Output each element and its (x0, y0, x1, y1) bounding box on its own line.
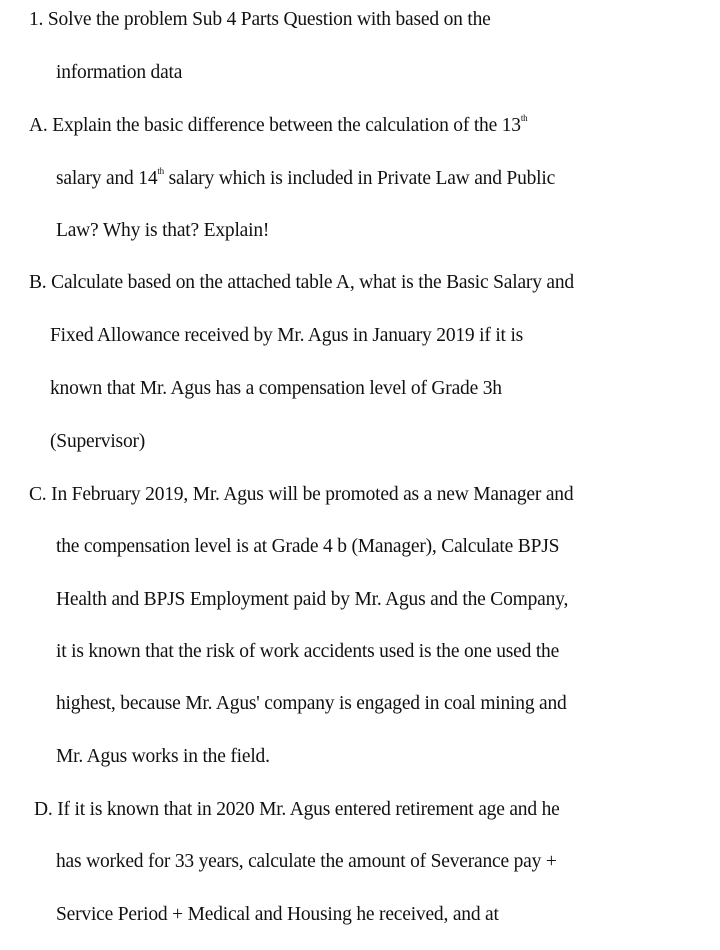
question-1-line-2: information data (56, 62, 183, 83)
part-c-line-1: C. In February 2019, Mr. Agus will be promoted as a new Manager and (29, 484, 574, 505)
ordinal-suffix: th (157, 165, 164, 176)
part-a-line-2-text-b: salary which is included in Private Law and Public (163, 168, 556, 189)
part-c-line-6: Mr. Agus works in the field. (56, 746, 270, 767)
part-b-line-3: known that Mr. Agus has a compensation level of Grade 3h (50, 378, 502, 399)
part-c-line-3: Health and BPJS Employment paid by Mr. Agus and the Company, (56, 589, 569, 610)
part-a-line-3: Law? Why is that? Explain! (56, 220, 270, 241)
part-c-line-4: it is known that the risk of work accidents used is the one used the (56, 641, 560, 662)
part-a-line-1-text: A. Explain the basic difference between the calculation of the 13 (29, 115, 521, 136)
part-d-line-1: D. If it is known that in 2020 Mr. Agus entered retirement age and he (34, 799, 560, 820)
part-a-line-2 (56, 167, 555, 191)
part-b-line-4: (Supervisor) (50, 431, 146, 452)
part-a-line-2-text-a: salary and 14 (56, 168, 158, 189)
ordinal-suffix: th (520, 112, 528, 123)
part-b-line-1: B. Calculate based on the attached table A, what is the Basic Salary and (29, 272, 574, 293)
part-d-line-2: has worked for 33 years, calculate the amount of Severance pay + (56, 851, 557, 872)
part-c-line-2: the compensation level is at Grade 4 b (Manager), Calculate BPJS (56, 536, 560, 557)
part-d-line-3: Service Period + Medical and Housing he received, and at (56, 904, 499, 925)
question-1-line-1: 1. Solve the problem Sub 4 Parts Question with based on the (29, 9, 491, 30)
part-b-line-2: Fixed Allowance received by Mr. Agus in January 2019 if it is (50, 325, 524, 346)
part-c-line-5: highest, because Mr. Agus' company is engaged in coal mining and (56, 693, 567, 714)
part-a-line-1 (29, 114, 527, 138)
